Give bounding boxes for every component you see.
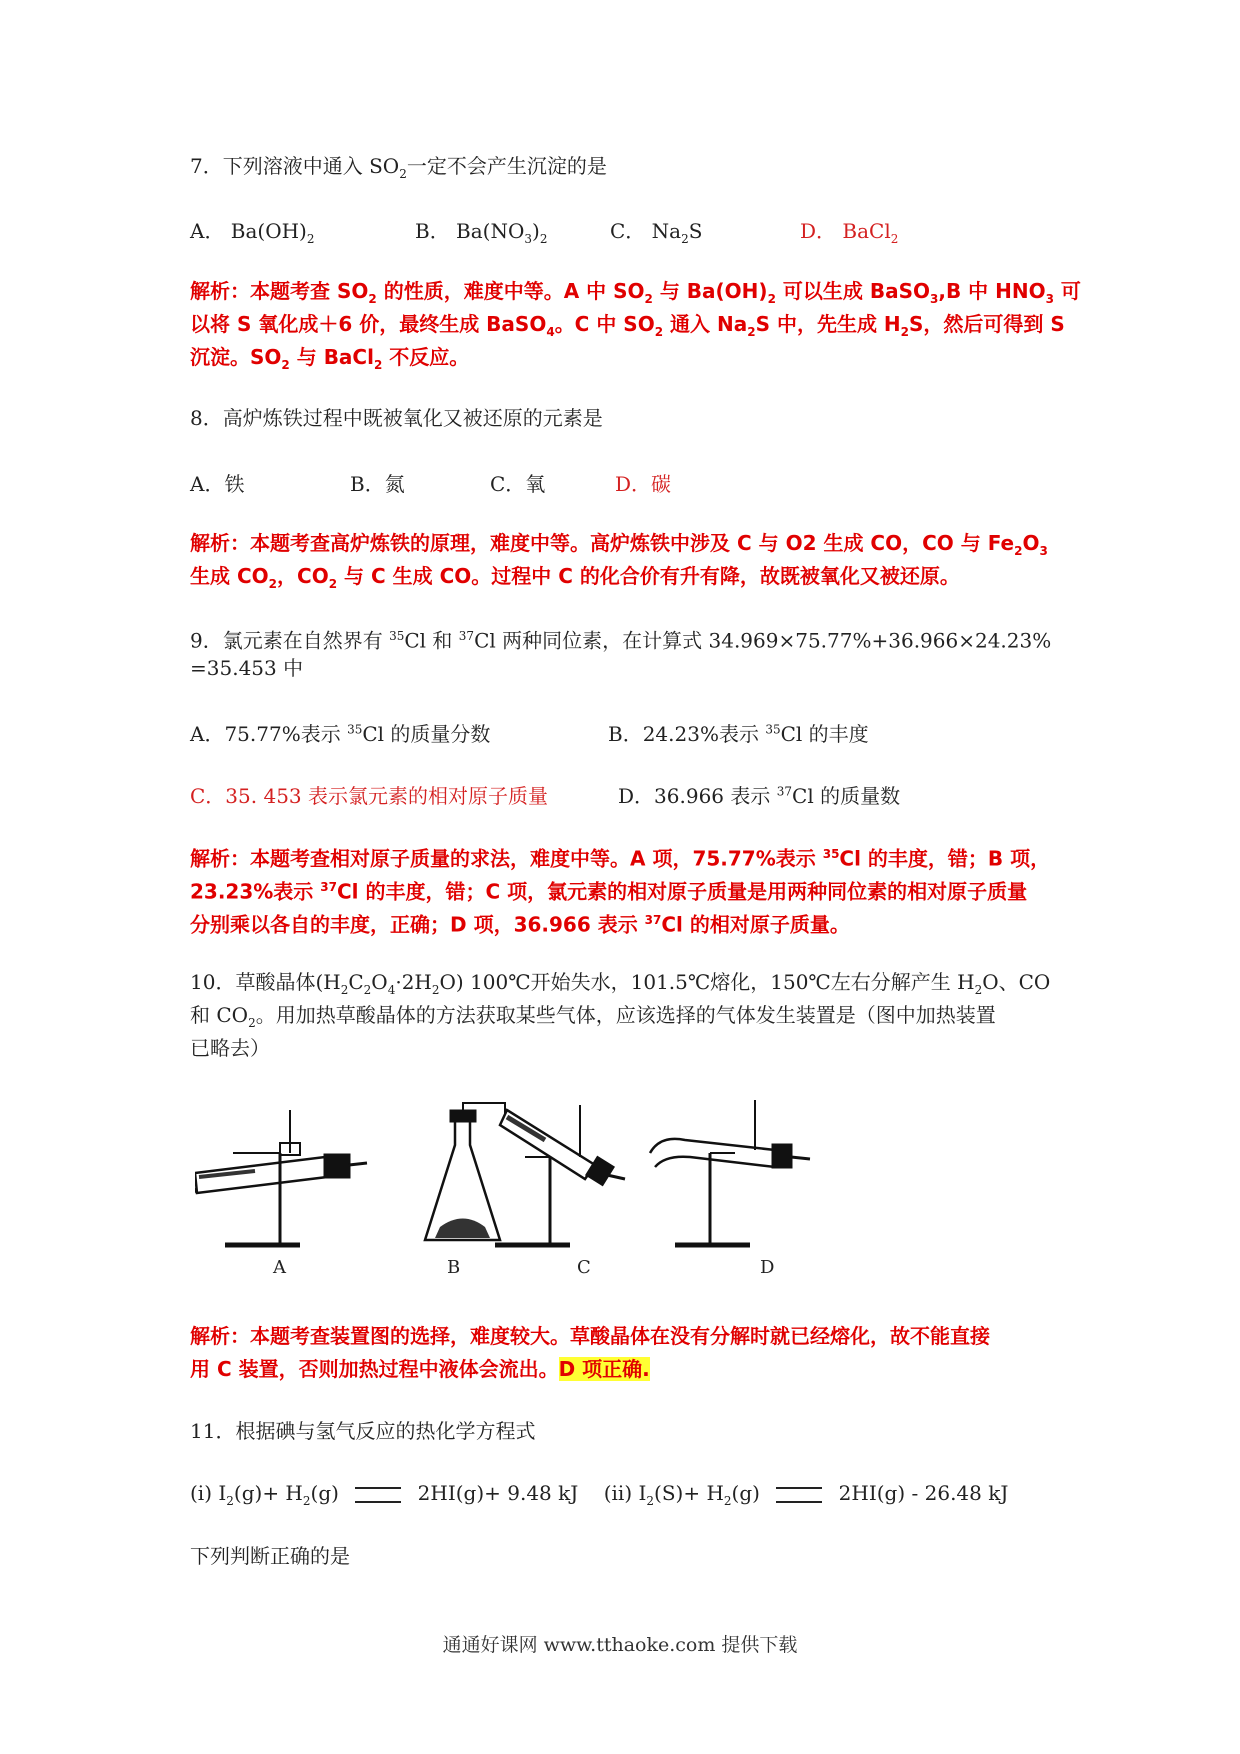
q8-analysis-line1: 解析：本题考查高炉炼铁的原理，难度中等。高炉炼铁中涉及 C 与 O2 生成 CO，CO 与 $Fe_2O_3$ bbox=[190, 531, 1048, 558]
q8-analysis-line2: 生成 $CO_2$，$CO_2$ 与 C 生成 CO。过程中 C 的化合价有升有降，故既被氧化又被还原。 bbox=[190, 564, 960, 591]
q10-analysis-line1: 解析：本题考查装置图的选择，难度较大。草酸晶体在没有分解时就已经熔化，故不能直接 bbox=[190, 1324, 990, 1348]
q11-stem: 11．根据碘与氢气反应的热化学方程式 bbox=[190, 1419, 536, 1443]
apparatus-d bbox=[650, 1100, 810, 1245]
highlighted-answer: D 项正确. bbox=[558, 1357, 650, 1381]
q9-option-c: C．35. 453 表示氯元素的相对原子质量 bbox=[190, 784, 548, 808]
q11-equations: (i) $I_2(g)+ H_2(g)$ 2HI(g)+ 9.48 kJ (ii) $I_2(S)+ H_2(g)$ 2HI(g) - 26.48 kJ bbox=[190, 1481, 1009, 1508]
q8-option-a: A．铁 bbox=[190, 472, 245, 496]
q7-stem: 7．下列溶液中通入 $SO_2$一定不会产生沉淀的是 bbox=[190, 154, 607, 181]
q8-option-d: D．碳 bbox=[615, 472, 672, 496]
q11-tail: 下列判断正确的是 bbox=[190, 1544, 350, 1568]
page-footer: 通通好课网 www.tthaoke.com 提供下载 bbox=[442, 1634, 798, 1656]
q9-analysis-line3: 分别乘以各自的丰度，正确；D 项，36.966 表示 $^{37}$Cl 的相对原子质量。 bbox=[190, 912, 850, 937]
q10-stem-line3: 已略去） bbox=[190, 1036, 270, 1060]
q9-option-b: B．24.23%表示 $^{35}$Cl 的丰度 bbox=[608, 722, 869, 746]
label-d: D bbox=[760, 1257, 775, 1278]
q7-analysis-line1: 解析：本题考查 $SO_2$ 的性质，难度中等。A 中 $SO_2$ 与 $Ba(OH)_2$ 可以生成 BaSO$_3$,B 中 $HNO_3$ 可 bbox=[190, 279, 1081, 306]
q7-option-d: D． BaCl$_2$ bbox=[800, 219, 899, 246]
label-c: C bbox=[577, 1257, 591, 1278]
q10-stem-line1: 10．草酸晶体$(H_2C_2O_4\cdot 2H_2O)$ 100℃开始失水，101.5℃熔化，150℃左右分解产生 $H_2O$、CO bbox=[190, 970, 1051, 997]
q7-option-a: A． $Ba(OH)_2$ bbox=[190, 219, 315, 246]
q9-stem-line1: 9．氯元素在自然界有 $^{35}$Cl 和 $^{37}$Cl 两种同位素，在计算式 34.969×75.77%+36.966×24.23% bbox=[190, 628, 1052, 653]
equilibrium-arrow-icon bbox=[355, 1487, 401, 1503]
apparatus-b bbox=[425, 1103, 505, 1240]
q7-analysis-line3: 沉淀。$SO_2$ 与 BaCl$_2$ 不反应。 bbox=[190, 345, 470, 372]
q9-analysis-line2: 23.23%表示 $^{37}$Cl 的丰度，错；C 项，氯元素的相对原子质量是用两种同位素的相对原子质量 bbox=[190, 879, 1028, 904]
q9-option-d: D．36.966 表示 $^{37}$Cl 的质量数 bbox=[618, 784, 901, 808]
q9-analysis-line1: 解析：本题考查相对原子质量的求法，难度中等。A 项，75.77%表示 $^{35}$Cl 的丰度，错；B 项， bbox=[190, 846, 1051, 871]
equilibrium-arrow-icon bbox=[776, 1487, 822, 1503]
apparatus-c bbox=[495, 1105, 625, 1245]
label-a: A bbox=[273, 1257, 286, 1278]
q10-analysis-line2: 用 C 装置，否则加热过程中液体会流出。D 项正确. bbox=[190, 1357, 650, 1381]
q7-option-b: B． $Ba(NO_3)_2$ bbox=[415, 219, 548, 246]
apparatus-a bbox=[195, 1110, 367, 1245]
q7-option-c: C． $Na_2S$ bbox=[610, 219, 703, 246]
apparatus-figure bbox=[195, 1095, 865, 1280]
q8-option-c: C．氧 bbox=[490, 472, 546, 496]
q7-analysis-line2: 以将 S 氧化成＋6 价，最终生成 BaSO$_4$。C 中 $SO_2$ 通入 $Na_2S$ 中，先生成 $H_2S$，然后可得到 S bbox=[190, 312, 1065, 339]
q8-option-b: B．氮 bbox=[350, 472, 405, 496]
q9-stem-line2: =35.453 中 bbox=[190, 656, 304, 680]
q10-stem-line2: 和 $CO_2$。用加热草酸晶体的方法获取某些气体，应该选择的气体发生装置是（图中加热装置 bbox=[190, 1003, 996, 1030]
q9-option-a: A．75.77%表示 $^{35}$Cl 的质量分数 bbox=[190, 722, 491, 746]
q8-stem: 8．高炉炼铁过程中既被氧化又被还原的元素是 bbox=[190, 406, 603, 430]
label-b: B bbox=[447, 1257, 461, 1278]
